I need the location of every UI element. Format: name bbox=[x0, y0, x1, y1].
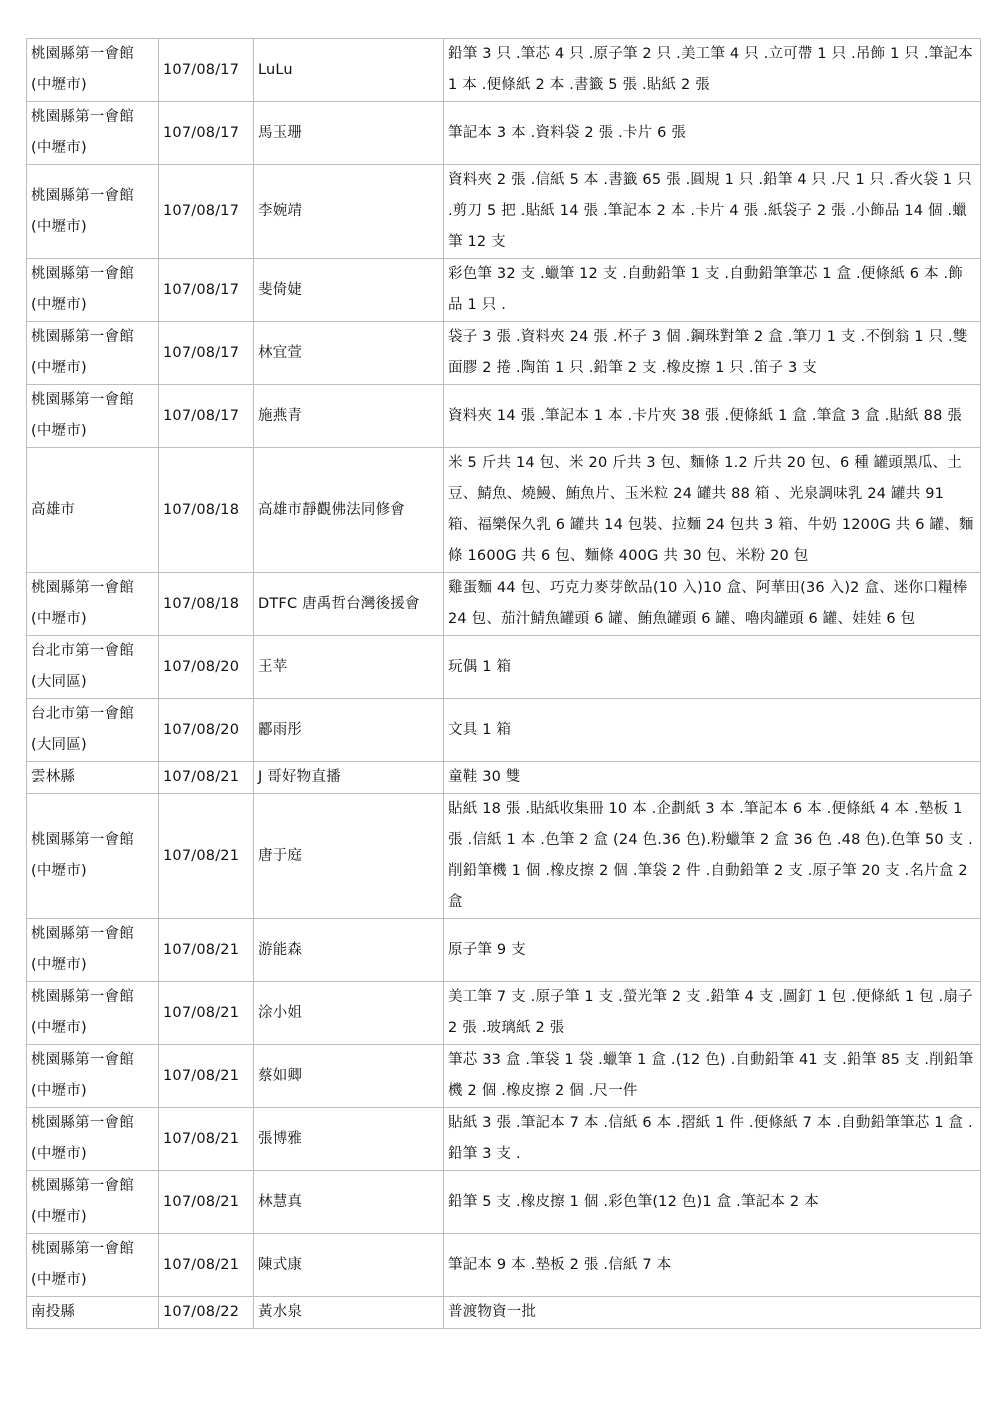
items-cell: 雞蛋麵 44 包、巧克力麥芽飲品(10 入)10 盒、阿華田(36 入)2 盒、迷你口糧棒 24 包、茄汁鯖魚罐頭 6 罐、鮪魚罐頭 6 罐、嚕肉罐頭 6 罐、娃娃 6 包 bbox=[444, 573, 981, 636]
date-cell: 107/08/22 bbox=[159, 1297, 254, 1329]
items-cell: 資料夾 14 張 .筆記本 1 本 .卡片夾 38 張 .便條紙 1 盒 .筆盒 3 盒 .貼紙 88 張 bbox=[444, 385, 981, 448]
date-cell: 107/08/21 bbox=[159, 794, 254, 919]
items-cell: 貼紙 18 張 .貼紙收集冊 10 本 .企劃紙 3 本 .筆記本 6 本 .便條紙 4 本 .墊板 1 張 .信紙 1 本 .色筆 2 盒 (24 色.36 色).粉蠟筆 2 盒 36 色 .48 色).色筆 50 支 .削鉛筆機 1 個 .橡皮擦 2 個 .筆袋 2 件 .自動鉛筆 2 支 .原子筆 20 支 .名片盒 2 盒 bbox=[444, 794, 981, 919]
items-cell: 鉛筆 5 支 .橡皮擦 1 個 .彩色筆(12 色)1 盒 .筆記本 2 本 bbox=[444, 1171, 981, 1234]
location-cell: 台北市第一會館 (大同區) bbox=[27, 699, 159, 762]
location-cell: 桃園縣第一會館 (中壢市) bbox=[27, 39, 159, 102]
items-cell: 原子筆 9 支 bbox=[444, 919, 981, 982]
items-cell: 筆記本 3 本 .資料袋 2 張 .卡片 6 張 bbox=[444, 102, 981, 165]
donation-table bbox=[26, 38, 981, 1329]
date-cell: 107/08/21 bbox=[159, 1045, 254, 1108]
date-cell: 107/08/20 bbox=[159, 636, 254, 699]
table-row bbox=[27, 1171, 981, 1234]
location-cell: 桃園縣第一會館 (中壢市) bbox=[27, 982, 159, 1045]
donor-cell: 陳式康 bbox=[254, 1234, 444, 1297]
date-cell: 107/08/17 bbox=[159, 322, 254, 385]
date-cell: 107/08/17 bbox=[159, 102, 254, 165]
items-cell: 童鞋 30 雙 bbox=[444, 762, 981, 794]
donor-cell: 游能森 bbox=[254, 919, 444, 982]
items-cell: 彩色筆 32 支 .蠟筆 12 支 .自動鉛筆 1 支 .自動鉛筆筆芯 1 盒 .便條紙 6 本 .飾品 1 只 . bbox=[444, 259, 981, 322]
location-cell: 桃園縣第一會館 (中壢市) bbox=[27, 919, 159, 982]
table-row bbox=[27, 102, 981, 165]
donor-cell: 王苹 bbox=[254, 636, 444, 699]
location-cell: 桃園縣第一會館 (中壢市) bbox=[27, 573, 159, 636]
donor-cell: 黃水泉 bbox=[254, 1297, 444, 1329]
donor-cell: 斐倚婕 bbox=[254, 259, 444, 322]
table-row bbox=[27, 919, 981, 982]
donor-cell: 李婉靖 bbox=[254, 165, 444, 259]
donor-cell: J 哥好物直播 bbox=[254, 762, 444, 794]
items-cell: 筆芯 33 盒 .筆袋 1 袋 .蠟筆 1 盒 .(12 色) .自動鉛筆 41 支 .鉛筆 85 支 .削鉛筆機 2 個 .橡皮擦 2 個 .尺一件 bbox=[444, 1045, 981, 1108]
location-cell: 桃園縣第一會館 (中壢市) bbox=[27, 794, 159, 919]
date-cell: 107/08/17 bbox=[159, 259, 254, 322]
date-cell: 107/08/18 bbox=[159, 573, 254, 636]
items-cell: 玩偶 1 箱 bbox=[444, 636, 981, 699]
date-cell: 107/08/20 bbox=[159, 699, 254, 762]
location-cell: 桃園縣第一會館 (中壢市) bbox=[27, 1171, 159, 1234]
table-row bbox=[27, 448, 981, 573]
items-cell: 袋子 3 張 .資料夾 24 張 .杯子 3 個 .鋼珠對筆 2 盒 .筆刀 1 支 .不倒翁 1 只 .雙面膠 2 捲 .陶笛 1 只 .鉛筆 2 支 .橡皮擦 1 只 .笛子 3 支 bbox=[444, 322, 981, 385]
table-row bbox=[27, 573, 981, 636]
date-cell: 107/08/21 bbox=[159, 919, 254, 982]
table-row bbox=[27, 982, 981, 1045]
table-row bbox=[27, 39, 981, 102]
donor-cell: 馬玉珊 bbox=[254, 102, 444, 165]
date-cell: 107/08/21 bbox=[159, 1108, 254, 1171]
table-row bbox=[27, 1045, 981, 1108]
table-row bbox=[27, 1297, 981, 1329]
location-cell: 桃園縣第一會館 (中壢市) bbox=[27, 1045, 159, 1108]
location-cell: 桃園縣第一會館 (中壢市) bbox=[27, 1108, 159, 1171]
donor-cell: 高雄市靜觀佛法同修會 bbox=[254, 448, 444, 573]
location-cell: 桃園縣第一會館 (中壢市) bbox=[27, 102, 159, 165]
table-row bbox=[27, 322, 981, 385]
location-cell: 桃園縣第一會館 (中壢市) bbox=[27, 385, 159, 448]
date-cell: 107/08/17 bbox=[159, 385, 254, 448]
date-cell: 107/08/17 bbox=[159, 165, 254, 259]
table-body bbox=[27, 39, 981, 1329]
location-cell: 桃園縣第一會館 (中壢市) bbox=[27, 322, 159, 385]
date-cell: 107/08/17 bbox=[159, 39, 254, 102]
location-cell: 高雄市 bbox=[27, 448, 159, 573]
items-cell: 資料夾 2 張 .信紙 5 本 .書籤 65 張 .圓規 1 只 .鉛筆 4 只 .尺 1 只 .香火袋 1 只 .剪刀 5 把 .貼紙 14 張 .筆記本 2 本 .卡片 4 張 .紙袋子 2 張 .小飾品 14 個 .蠟筆 12 支 bbox=[444, 165, 981, 259]
table-row bbox=[27, 794, 981, 919]
items-cell: 米 5 斤共 14 包、米 20 斤共 3 包、麵條 1.2 斤共 20 包、6 種 罐頭黑瓜、土豆、鯖魚、燒鰻、鮪魚片、玉米粒 24 罐共 88 箱 、光泉調味乳 24 罐共 91 箱、福樂保久乳 6 罐共 14 包裝、拉麵 24 包共 3 箱、牛奶 1200G 共 6 罐、麵條 1600G 共 6 包、麵條 400G 共 30 包、米粉 20 包 bbox=[444, 448, 981, 573]
items-cell: 筆記本 9 本 .墊板 2 張 .信紙 7 本 bbox=[444, 1234, 981, 1297]
donor-cell: 酈雨彤 bbox=[254, 699, 444, 762]
items-cell: 文具 1 箱 bbox=[444, 699, 981, 762]
table-row bbox=[27, 259, 981, 322]
location-cell: 桃園縣第一會館 (中壢市) bbox=[27, 1234, 159, 1297]
date-cell: 107/08/21 bbox=[159, 982, 254, 1045]
table-row bbox=[27, 1108, 981, 1171]
donor-cell: LuLu bbox=[254, 39, 444, 102]
location-cell: 南投縣 bbox=[27, 1297, 159, 1329]
table-row bbox=[27, 636, 981, 699]
donor-cell: 林宜萱 bbox=[254, 322, 444, 385]
location-cell: 雲林縣 bbox=[27, 762, 159, 794]
donor-cell: 林慧真 bbox=[254, 1171, 444, 1234]
donor-cell: 張博雅 bbox=[254, 1108, 444, 1171]
donor-cell: 蔡如卿 bbox=[254, 1045, 444, 1108]
donor-cell: 唐于庭 bbox=[254, 794, 444, 919]
table-row bbox=[27, 699, 981, 762]
donor-cell: 涂小姐 bbox=[254, 982, 444, 1045]
items-cell: 貼紙 3 張 .筆記本 7 本 .信紙 6 本 .摺紙 1 件 .便條紙 7 本 .自動鉛筆筆芯 1 盒 .鉛筆 3 支 . bbox=[444, 1108, 981, 1171]
table-row bbox=[27, 762, 981, 794]
items-cell: 美工筆 7 支 .原子筆 1 支 .螢光筆 2 支 .鉛筆 4 支 .圖釘 1 包 .便條紙 1 包 .扇子 2 張 .玻璃紙 2 張 bbox=[444, 982, 981, 1045]
location-cell: 桃園縣第一會館 (中壢市) bbox=[27, 259, 159, 322]
location-cell: 桃園縣第一會館 (中壢市) bbox=[27, 165, 159, 259]
date-cell: 107/08/21 bbox=[159, 1171, 254, 1234]
donor-cell: 施燕青 bbox=[254, 385, 444, 448]
table-row bbox=[27, 1234, 981, 1297]
table-row bbox=[27, 165, 981, 259]
date-cell: 107/08/21 bbox=[159, 1234, 254, 1297]
table-row bbox=[27, 385, 981, 448]
items-cell: 普渡物資一批 bbox=[444, 1297, 981, 1329]
donor-cell: DTFC 唐禹哲台灣後援會 bbox=[254, 573, 444, 636]
date-cell: 107/08/21 bbox=[159, 762, 254, 794]
items-cell: 鉛筆 3 只 .筆芯 4 只 .原子筆 2 只 .美工筆 4 只 .立可帶 1 只 .吊飾 1 只 .筆記本 1 本 .便條紙 2 本 .書籤 5 張 .貼紙 2 張 bbox=[444, 39, 981, 102]
date-cell: 107/08/18 bbox=[159, 448, 254, 573]
location-cell: 台北市第一會館 (大同區) bbox=[27, 636, 159, 699]
